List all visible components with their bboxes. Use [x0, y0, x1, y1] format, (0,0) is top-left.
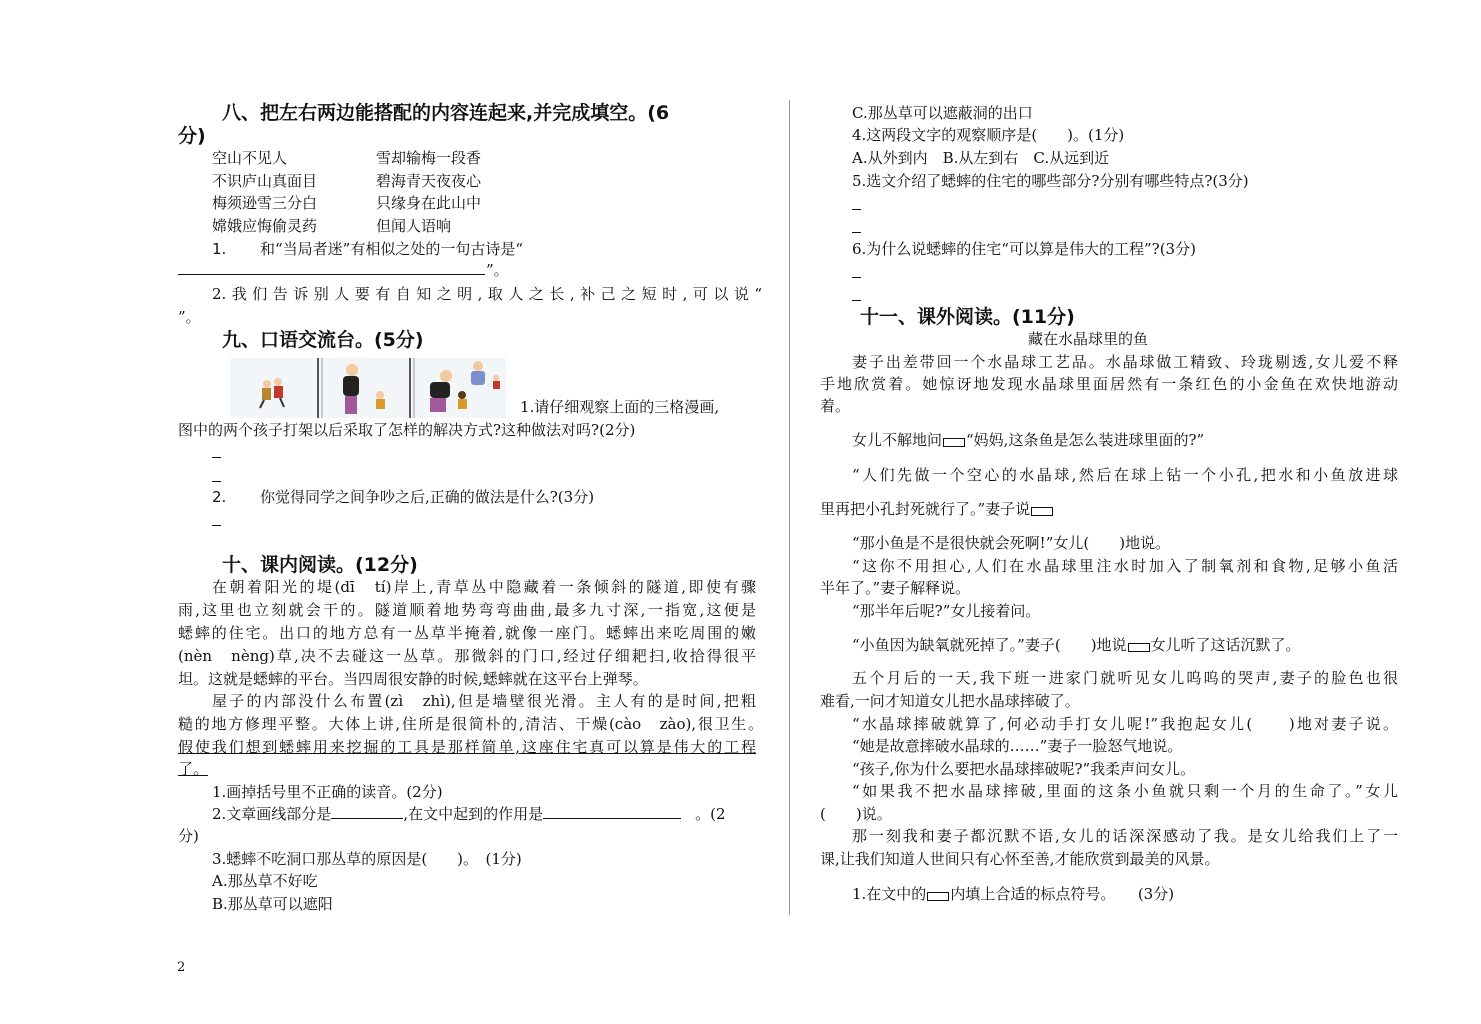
poem-left-3: 梅须逊雪三分白: [212, 194, 318, 212]
story-line: “如果我不把水晶球摔破,里面的这条小鱼就只剩一个月的生命了。”女儿: [852, 782, 1398, 800]
poem-left-2: 不识庐山真面目: [212, 172, 318, 190]
q10-5-answer-line[interactable]: [852, 209, 861, 210]
q10-2-blank-2[interactable]: [543, 804, 681, 819]
passage-line: 在朝着阳光的堤(dī tí)岸上,青草丛中隐藏着一条倾斜的隧道,即使有骤: [212, 578, 756, 596]
page-number: 2: [177, 960, 186, 975]
q10-5: 5.选文介绍了蟋蟀的住宅的哪些部分?分别有哪些特点?(3分): [852, 172, 1249, 190]
poem-left-4: 嫦娥应悔偷灵药: [212, 217, 318, 235]
adult-leading-children-figure: [430, 361, 500, 412]
passage-line: 雨,这里也立刻就会干的。隧道顺着地势弯弯曲曲,最多九寸深,一指宽,这便是: [178, 601, 756, 619]
q9-1-line2: 图中的两个孩子打架以后采取了怎样的解决方式?这种做法对吗?(2分): [178, 421, 636, 439]
punctuation-box-sample: [927, 892, 949, 901]
story-line: 半年了。”妻子解释说。: [820, 579, 971, 597]
story-line: [852, 635, 1301, 655]
q9-2-answer-line[interactable]: [212, 525, 221, 526]
column-divider: [789, 100, 790, 915]
q11-1: [852, 884, 1174, 904]
passage-line: 糙的地方修理平整。大体上讲,住所是很简朴的,清洁、干燥(cào zào),很卫生。: [178, 715, 763, 733]
passage-line: 蟋蟀的住宅。出口的地方总有一丛草半掩着,就像一座门。蟋蟀出来吃周围的嫩: [178, 624, 756, 642]
q9-2-number: 2.: [212, 488, 227, 506]
q8-1-text: 和“当局者迷”有相似之处的一句古诗是“: [260, 240, 524, 258]
punctuation-box[interactable]: [1031, 507, 1053, 516]
poem-left-1: 空山不见人: [212, 149, 288, 167]
q8-1-number: 1.: [212, 240, 227, 258]
section-9-heading: 九、口语交流台。(5分): [222, 329, 424, 351]
q10-6-answer-line[interactable]: [852, 300, 861, 301]
q10-4-options: A.从外到内 B.从左到右 C.从远到近: [852, 149, 1110, 167]
q10-6-answer-line[interactable]: [852, 277, 861, 278]
q10-6: 6.为什么说蟋蟀的住宅“可以算是伟大的工程”?(3分): [852, 240, 1196, 258]
q10-5-answer-line[interactable]: [852, 232, 861, 233]
story-line: 妻子出差带回一个水晶球工艺品。水晶球做工精致、玲珑剔透,女儿爱不释: [852, 353, 1398, 371]
q10-4: 4.这两段文字的观察顺序是( )。(1分): [852, 126, 1125, 144]
q10-3-option-a: A.那丛草不好吃: [212, 872, 318, 890]
q9-1-answer-line[interactable]: [212, 481, 221, 482]
q8-1-answer-line[interactable]: [178, 274, 485, 275]
passage-line: 屋子的内部没什么布置(zì zhì),但是墙壁很光滑。主人有的是时间,把粗: [212, 692, 756, 710]
poem-right-1: 雪却输梅一段香: [376, 149, 482, 167]
q10-3: 3.蟋蟀不吃洞口那丛草的原因是( )。 (1分): [212, 850, 522, 868]
q10-2: [212, 804, 726, 824]
q8-1-end: ”。: [486, 261, 509, 279]
story-line: [820, 499, 1054, 519]
story-line: “她是故意摔破水晶球的……”妻子一脸怒气地说。: [852, 737, 1183, 755]
story-line: 难看,一问才知道女儿把水晶球摔破了。: [820, 692, 1080, 710]
q9-1-answer-line[interactable]: [212, 457, 221, 458]
section-8-heading: 八、把左右两边能搭配的内容连起来,并完成填空。(6: [222, 102, 670, 124]
story-line: 五个月后的一天,我下班一进家门就听见女儿呜呜的哭声,妻子的脸色也很: [852, 669, 1398, 687]
q10-2-text-c: 。(2: [695, 805, 726, 823]
q10-3-option-c: C.那丛草可以遮蔽洞的出口: [852, 104, 1033, 122]
section-11-heading: 十一、课外阅读。(11分): [860, 306, 1075, 328]
q9-1-line1: 1.请仔细观察上面的三格漫画,: [520, 398, 720, 416]
q8-2-text: 2.我们告诉别人要有自知之明,取人之长,补己之短时,可以说“: [212, 285, 762, 303]
q11-1-text: 1.在文中的: [852, 885, 927, 903]
poem-right-3: 只缘身在此山中: [376, 194, 482, 212]
underlined-sentence: 假使我们想到蟋蟀用来挖掘的工具是那样简单,这座住宅真可以算是伟大的工程: [178, 738, 756, 756]
story-line: “孩子,你为什么要把水晶球摔破呢?”我柔声问女儿。: [852, 760, 1196, 778]
q10-2-text-b: ,在文中起到的作用是: [403, 805, 544, 823]
q8-2-end: ”。: [178, 308, 201, 326]
story-line: ( )说。: [820, 805, 892, 823]
fighting-kids-figure: [260, 378, 284, 408]
q10-2-blank-1[interactable]: [331, 804, 403, 819]
story-line: 着。: [820, 397, 851, 415]
q10-2-text-a: 2.文章画线部分是: [212, 805, 332, 823]
story-text: “妈妈,这条鱼是怎么装进球里面的?”: [966, 431, 1205, 449]
punctuation-box[interactable]: [943, 438, 965, 447]
q9-2-text: 你觉得同学之间争吵之后,正确的做法是什么?(3分): [260, 488, 595, 506]
punctuation-box[interactable]: [1128, 643, 1150, 652]
story-text: 里再把小孔封死就行了。”妻子说: [820, 500, 1031, 518]
q11-1-text: 内填上合适的标点符号。 (3分): [950, 885, 1175, 903]
story-line: “那半年后呢?”女儿接着问。: [852, 602, 1041, 620]
story-title: 藏在水晶球里的鱼: [1028, 330, 1149, 348]
story-text: “小鱼因为缺氧就死掉了。”妻子( )地说: [852, 636, 1127, 654]
section-10-heading: 十、课内阅读。(12分): [222, 554, 418, 576]
story-line: “人们先做一个空心的水晶球,然后在球上钻一个小孔,把水和小鱼放进球: [852, 466, 1398, 484]
poem-right-2: 碧海青天夜夜心: [376, 172, 482, 190]
story-line: 课,让我们知道人世间只有心怀至善,才能欣赏到最美的风景。: [820, 850, 1220, 868]
adult-and-child-figure: [343, 364, 385, 414]
story-line: [852, 430, 1204, 450]
q10-1: 1.画掉括号里不正确的读音。(2分): [212, 783, 443, 801]
q10-2-score: 分): [178, 827, 199, 845]
story-line: 手地欣赏着。她惊讶地发现水晶球里面居然有一条红色的小金鱼在欢快地游动: [820, 375, 1398, 393]
story-line: “那小鱼是不是很快就会死啊!”女儿( )地说。: [852, 534, 1171, 552]
story-text: 女儿不解地问: [852, 431, 943, 449]
comic-strip-image: [230, 358, 506, 418]
poem-right-4: 但闻人语响: [376, 217, 452, 235]
q10-3-option-b: B.那丛草可以遮阳: [212, 895, 333, 913]
story-text: 女儿听了这话沉默了。: [1150, 636, 1301, 654]
underlined-sentence-end: 了。: [178, 760, 209, 778]
story-line: “这你不用担心,人们在水晶球里注水时加入了制氧剂和食物,足够小鱼活: [852, 557, 1398, 575]
section-8-heading-cont: 分): [178, 125, 206, 147]
story-line: “水晶球摔破就算了,何必动手打女儿呢!”我抱起女儿( )地对妻子说。: [852, 715, 1398, 733]
passage-line: 坦。这就是蟋蟀的平台。当四周很安静的时候,蟋蟀就在这平台上弹琴。: [178, 670, 648, 688]
story-line: 那一刻我和妻子都沉默不语,女儿的话深深感动了我。是女儿给我们上了一: [852, 827, 1398, 845]
passage-line: (nèn nèng)草,决不去碰这一丛草。那微斜的门口,经过仔细耙扫,收拾得很平: [178, 647, 756, 665]
